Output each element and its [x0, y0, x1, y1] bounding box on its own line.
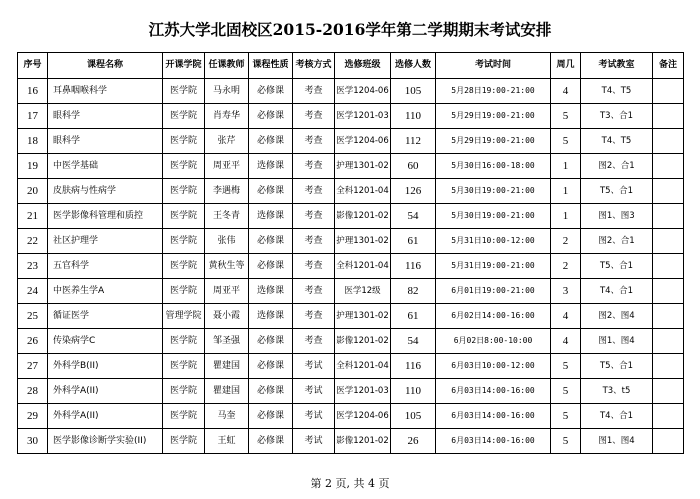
cell-nature: 必修课 [249, 129, 293, 154]
cell-method: 考试 [293, 379, 335, 404]
cell-time: 6月01日19:00-21:00 [436, 279, 551, 304]
table-row [18, 154, 684, 179]
header-room: 考试教室 [581, 53, 653, 79]
cell-course: 医学影像科管理和质控 [48, 204, 163, 229]
cell-weekday: 1 [551, 154, 581, 179]
cell-course: 眼科学 [48, 129, 163, 154]
cell-method: 考查 [293, 204, 335, 229]
cell-note [653, 354, 684, 379]
cell-course: 中医学基础 [48, 154, 163, 179]
cell-weekday: 5 [551, 379, 581, 404]
cell-method: 考试 [293, 404, 335, 429]
cell-count: 110 [391, 104, 436, 129]
cell-room: 图2、合1 [581, 154, 653, 179]
cell-seq: 30 [18, 429, 48, 454]
cell-nature: 必修课 [249, 79, 293, 104]
cell-college: 医学院 [163, 154, 205, 179]
cell-course: 眼科学 [48, 104, 163, 129]
cell-course: 医学影像诊断学实验(II) [48, 429, 163, 454]
table-row [18, 204, 684, 229]
cell-note [653, 179, 684, 204]
cell-count: 126 [391, 179, 436, 204]
cell-time: 5月30日19:00-21:00 [436, 204, 551, 229]
cell-method: 考试 [293, 429, 335, 454]
cell-weekday: 5 [551, 429, 581, 454]
cell-course: 外科学A(II) [48, 379, 163, 404]
cell-method: 考查 [293, 229, 335, 254]
cell-nature: 必修课 [249, 254, 293, 279]
cell-class: 全科1201-04 [335, 254, 391, 279]
cell-count: 116 [391, 354, 436, 379]
cell-class: 护理1301-02 [335, 229, 391, 254]
cell-weekday: 5 [551, 104, 581, 129]
cell-teacher: 周亚平 [205, 279, 249, 304]
cell-seq: 16 [18, 79, 48, 104]
cell-room: 图2、图4 [581, 304, 653, 329]
cell-teacher: 肖寿华 [205, 104, 249, 129]
cell-count: 82 [391, 279, 436, 304]
cell-room: 图2、合1 [581, 229, 653, 254]
cell-weekday: 3 [551, 279, 581, 304]
table-row [18, 404, 684, 429]
cell-time: 5月30日19:00-21:00 [436, 179, 551, 204]
cell-method: 考查 [293, 129, 335, 154]
table-row [18, 229, 684, 254]
header-weekday: 周几 [551, 53, 581, 79]
cell-college: 医学院 [163, 404, 205, 429]
cell-weekday: 4 [551, 329, 581, 354]
cell-class: 影像1201-02 [335, 329, 391, 354]
cell-course: 中医养生学A [48, 279, 163, 304]
cell-note [653, 304, 684, 329]
cell-count: 54 [391, 329, 436, 354]
cell-seq: 22 [18, 229, 48, 254]
cell-teacher: 马永明 [205, 79, 249, 104]
cell-college: 医学院 [163, 229, 205, 254]
cell-class: 医学1201-03 [335, 104, 391, 129]
cell-time: 6月02日14:00-16:00 [436, 304, 551, 329]
cell-method: 考查 [293, 154, 335, 179]
cell-room: 图1、图4 [581, 329, 653, 354]
cell-time: 6月03日14:00-16:00 [436, 429, 551, 454]
cell-seq: 17 [18, 104, 48, 129]
cell-weekday: 4 [551, 304, 581, 329]
cell-room: T4、合1 [581, 279, 653, 304]
table-row [18, 179, 684, 204]
header-time: 考试时间 [436, 53, 551, 79]
cell-course: 社区护理学 [48, 229, 163, 254]
cell-nature: 必修课 [249, 354, 293, 379]
cell-note [653, 129, 684, 154]
cell-nature: 必修课 [249, 429, 293, 454]
cell-college: 医学院 [163, 104, 205, 129]
table-row [18, 279, 684, 304]
cell-time: 5月31日10:00-12:00 [436, 229, 551, 254]
cell-college: 医学院 [163, 79, 205, 104]
cell-seq: 27 [18, 354, 48, 379]
cell-time: 5月29日19:00-21:00 [436, 129, 551, 154]
cell-teacher: 瞿建国 [205, 379, 249, 404]
cell-method: 考查 [293, 254, 335, 279]
cell-class: 影像1201-02 [335, 204, 391, 229]
cell-class: 医学12级 [335, 279, 391, 304]
cell-room: T5、合1 [581, 254, 653, 279]
cell-college: 医学院 [163, 279, 205, 304]
table-row [18, 379, 684, 404]
cell-count: 105 [391, 404, 436, 429]
cell-college: 医学院 [163, 179, 205, 204]
table-row [18, 254, 684, 279]
cell-class: 全科1201-04 [335, 179, 391, 204]
cell-college: 医学院 [163, 354, 205, 379]
cell-course: 循证医学 [48, 304, 163, 329]
cell-method: 考查 [293, 279, 335, 304]
cell-class: 护理1301-02 [335, 154, 391, 179]
table-row [18, 354, 684, 379]
header-count: 选修人数 [391, 53, 436, 79]
cell-nature: 选修课 [249, 154, 293, 179]
cell-seq: 21 [18, 204, 48, 229]
cell-room: T5、合1 [581, 179, 653, 204]
cell-room: T4、T5 [581, 79, 653, 104]
cell-count: 61 [391, 304, 436, 329]
cell-method: 考查 [293, 79, 335, 104]
cell-course: 外科学B(II) [48, 354, 163, 379]
cell-seq: 18 [18, 129, 48, 154]
cell-teacher: 邹圣强 [205, 329, 249, 354]
header-nature: 课程性质 [249, 53, 293, 79]
header-row [18, 53, 684, 79]
cell-nature: 必修课 [249, 104, 293, 129]
cell-class: 医学1204-06 [335, 79, 391, 104]
cell-time: 6月03日10:00-12:00 [436, 354, 551, 379]
cell-method: 考查 [293, 304, 335, 329]
cell-course: 传染病学C [48, 329, 163, 354]
cell-weekday: 5 [551, 354, 581, 379]
cell-teacher: 王冬青 [205, 204, 249, 229]
cell-method: 考查 [293, 179, 335, 204]
cell-time: 5月31日19:00-21:00 [436, 254, 551, 279]
header-teacher: 任课教师 [205, 53, 249, 79]
cell-teacher: 张芹 [205, 129, 249, 154]
cell-seq: 20 [18, 179, 48, 204]
cell-note [653, 154, 684, 179]
cell-weekday: 2 [551, 254, 581, 279]
header-course: 课程名称 [48, 53, 163, 79]
cell-count: 60 [391, 154, 436, 179]
table-row [18, 129, 684, 154]
cell-nature: 选修课 [249, 204, 293, 229]
cell-room: T3、合1 [581, 104, 653, 129]
cell-count: 54 [391, 204, 436, 229]
cell-course: 皮肤病与性病学 [48, 179, 163, 204]
cell-count: 26 [391, 429, 436, 454]
cell-room: T3、t5 [581, 379, 653, 404]
cell-time: 6月02日8:00-10:00 [436, 329, 551, 354]
cell-class: 医学1201-03 [335, 379, 391, 404]
cell-time: 5月30日16:00-18:00 [436, 154, 551, 179]
cell-weekday: 4 [551, 79, 581, 104]
cell-count: 110 [391, 379, 436, 404]
cell-method: 考查 [293, 104, 335, 129]
cell-course: 外科学A(II) [48, 404, 163, 429]
table-row [18, 104, 684, 129]
cell-college: 医学院 [163, 204, 205, 229]
cell-time: 5月29日19:00-21:00 [436, 104, 551, 129]
cell-note [653, 279, 684, 304]
cell-teacher: 张伟 [205, 229, 249, 254]
cell-college: 医学院 [163, 129, 205, 154]
cell-note [653, 329, 684, 354]
cell-college: 医学院 [163, 379, 205, 404]
cell-weekday: 1 [551, 179, 581, 204]
cell-seq: 29 [18, 404, 48, 429]
cell-nature: 必修课 [249, 379, 293, 404]
table-row [18, 429, 684, 454]
header-method: 考核方式 [293, 53, 335, 79]
cell-teacher: 王虹 [205, 429, 249, 454]
exam-schedule-table [17, 52, 684, 454]
cell-time: 5月28日19:00-21:00 [436, 79, 551, 104]
cell-weekday: 5 [551, 129, 581, 154]
cell-room: T4、合1 [581, 404, 653, 429]
cell-count: 116 [391, 254, 436, 279]
cell-teacher: 马奎 [205, 404, 249, 429]
cell-note [653, 79, 684, 104]
cell-college: 医学院 [163, 429, 205, 454]
cell-note [653, 429, 684, 454]
cell-college: 医学院 [163, 329, 205, 354]
header-college: 开课学院 [163, 53, 205, 79]
cell-room: 图1、图4 [581, 429, 653, 454]
cell-count: 61 [391, 229, 436, 254]
cell-class: 全科1201-04 [335, 354, 391, 379]
cell-college: 医学院 [163, 254, 205, 279]
cell-time: 6月03日14:00-16:00 [436, 404, 551, 429]
cell-method: 考查 [293, 329, 335, 354]
cell-seq: 23 [18, 254, 48, 279]
cell-note [653, 379, 684, 404]
cell-seq: 19 [18, 154, 48, 179]
cell-nature: 必修课 [249, 329, 293, 354]
cell-course: 五官科学 [48, 254, 163, 279]
header-note: 备注 [653, 53, 684, 79]
table-row [18, 304, 684, 329]
cell-note [653, 204, 684, 229]
cell-nature: 必修课 [249, 179, 293, 204]
cell-seq: 26 [18, 329, 48, 354]
cell-nature: 选修课 [249, 304, 293, 329]
cell-class: 影像1201-02 [335, 429, 391, 454]
cell-room: T4、T5 [581, 129, 653, 154]
cell-course: 耳鼻咽喉科学 [48, 79, 163, 104]
cell-teacher: 聂小霞 [205, 304, 249, 329]
table-row [18, 329, 684, 354]
cell-class: 医学1204-06 [335, 129, 391, 154]
cell-teacher: 黄秋生等 [205, 254, 249, 279]
cell-nature: 必修课 [249, 229, 293, 254]
header-seq: 序号 [18, 53, 48, 79]
cell-teacher: 李遇梅 [205, 179, 249, 204]
cell-teacher: 瞿建国 [205, 354, 249, 379]
cell-room: 图1、图3 [581, 204, 653, 229]
cell-count: 112 [391, 129, 436, 154]
cell-weekday: 2 [551, 229, 581, 254]
header-class: 选修班级 [335, 53, 391, 79]
cell-note [653, 254, 684, 279]
cell-college: 管理学院 [163, 304, 205, 329]
cell-time: 6月03日14:00-16:00 [436, 379, 551, 404]
cell-seq: 28 [18, 379, 48, 404]
cell-class: 医学1204-06 [335, 404, 391, 429]
cell-method: 考试 [293, 354, 335, 379]
page-title: 江苏大学北固校区2015-2016学年第二学期期末考试安排 [148, 20, 552, 39]
cell-room: T5、合1 [581, 354, 653, 379]
cell-weekday: 1 [551, 204, 581, 229]
cell-teacher: 周亚平 [205, 154, 249, 179]
cell-note [653, 404, 684, 429]
page-footer: 第 2 页, 共 4 页 [310, 477, 390, 490]
cell-count: 105 [391, 79, 436, 104]
cell-note [653, 229, 684, 254]
cell-class: 护理1301-02 [335, 304, 391, 329]
table-row [18, 79, 684, 104]
cell-nature: 选修课 [249, 279, 293, 304]
cell-seq: 25 [18, 304, 48, 329]
cell-note [653, 104, 684, 129]
cell-nature: 必修课 [249, 404, 293, 429]
cell-seq: 24 [18, 279, 48, 304]
cell-weekday: 5 [551, 404, 581, 429]
